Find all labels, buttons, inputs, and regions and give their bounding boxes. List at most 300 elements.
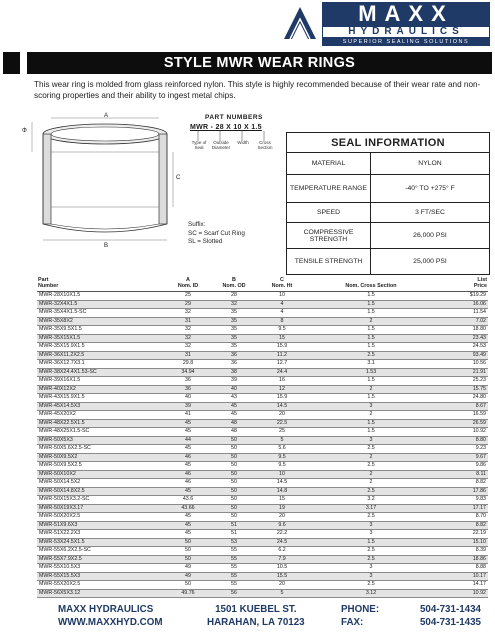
cell-nom-ht: 25 [257,428,307,437]
cell-list-price: 17.17 [435,504,488,513]
cell-nom-ht: 11.2 [257,351,307,360]
cell-nom-ht: 5 [257,589,307,598]
table-row [37,555,488,564]
cell-nom-ht: 14.8 [257,487,307,496]
seal-info-value: -40° TO +275° F [371,175,490,203]
table-row [37,462,488,471]
table-row [37,343,488,352]
cell-nom-od: 55 [211,564,257,573]
cell-nom-id: 32 [165,326,211,335]
col-cross-section: Nom. Cross Section [307,276,435,292]
cell-nom-id: 36 [165,377,211,386]
cell-cross-section: 3 [307,402,435,411]
cell-nom-ht: 12 [257,385,307,394]
cell-nom-ht: 9.6 [257,521,307,530]
cell-nom-ht: 6.2 [257,547,307,556]
cell-part-number: MWR-35X15.9X1.5 [37,343,165,352]
dim-label-c: C [176,175,181,181]
cell-nom-ht: 15.5 [257,572,307,581]
cell-cross-section: 1.5 [307,343,435,352]
table-row [37,487,488,496]
cell-cross-section: 3 [307,530,435,539]
cell-nom-id: 32 [165,334,211,343]
cell-part-number: MWR-48X25X1.5-SC [37,428,165,437]
page-title: STYLE MWR WEAR RINGS [27,52,492,74]
cell-cross-section: 2 [307,453,435,462]
cell-nom-id: 43.6 [165,496,211,505]
cell-cross-section: 2.5 [307,445,435,454]
cell-part-number: MWR-39X16X1.5 [37,377,165,386]
cell-cross-section: 1.5 [307,538,435,547]
intro-text: This wear ring is molded from glass reinforced nylon. This style is highly recommended because of their wear rate and non-scoring properties and their ability to ingest metal chips. [34,80,481,100]
section-marker [3,52,20,74]
cell-nom-id: 32 [165,343,211,352]
cell-list-price: 8.70 [435,513,488,522]
table-row [37,581,488,590]
logo-line2: HYDRAULICS [322,26,490,38]
cell-list-price: 9.23 [435,445,488,454]
footer-address-line2: HARAHAN, LA 70123 [207,617,305,628]
parts-table-body [37,292,488,598]
logo-tagline: SUPERIOR SEALING SOLUTIONS [322,38,490,46]
seal-info-value: NYLON [371,153,490,175]
seal-info-value: 26,000 PSI [371,223,490,249]
table-row [37,292,488,301]
cell-nom-od: 55 [211,555,257,564]
dim-label-phi: Φ [22,128,27,134]
cell-cross-section: 2.5 [307,513,435,522]
cell-nom-ht: 16 [257,377,307,386]
cell-list-price: 8.88 [435,564,488,573]
cell-nom-id: 49 [165,572,211,581]
table-row [37,572,488,581]
phone-number: 504-731-1434 [419,604,481,615]
dim-label-a: A [104,113,109,119]
wear-ring-drawing [30,112,180,262]
cell-nom-od: 48 [211,428,257,437]
cell-part-number: MWR-48X22.5X1.5 [37,419,165,428]
cell-nom-id: 29.8 [165,360,211,369]
cell-list-price: 24.80 [435,394,488,403]
footer-contact [341,603,481,629]
table-row [37,300,488,309]
cell-part-number: MWR-55X20X2.5 [37,581,165,590]
cell-list-price: 8.82 [435,479,488,488]
part-numbers-title: PART NUMBERS [205,114,263,121]
cell-cross-section: 2 [307,479,435,488]
cell-nom-od: 35 [211,343,257,352]
col-list-price: List Price [435,276,488,292]
cell-cross-section: 2.5 [307,351,435,360]
cell-part-number: MWR-40X12X2 [37,385,165,394]
cell-nom-od: 40 [211,385,257,394]
dim-label-b: B [104,243,109,249]
cell-nom-od: 55 [211,572,257,581]
cell-nom-id: 46 [165,453,211,462]
seal-info-label: SPEED [287,203,371,223]
cell-nom-od: 50 [211,513,257,522]
cell-list-price: 8.39 [435,547,488,556]
pn-label-od: Outside Diameter [211,140,231,150]
cell-nom-id: 45 [165,445,211,454]
cell-list-price: 18.80 [435,326,488,335]
cell-nom-id: 45 [165,521,211,530]
cell-nom-id: 50 [165,547,211,556]
cell-part-number: MWR-50X9.5X2.5 [37,462,165,471]
table-row [37,504,488,513]
seal-information-heading: SEAL INFORMATION [287,133,490,153]
cell-list-price: 9.83 [435,496,488,505]
cell-nom-od: 38 [211,368,257,377]
table-row [37,368,488,377]
seal-information-table [286,132,490,275]
cell-part-number: MWR-45X14.5X3 [37,402,165,411]
table-row [37,564,488,573]
cell-part-number: MWR-35X15X1.5 [37,334,165,343]
cell-list-price: 18.86 [435,555,488,564]
footer-website-link[interactable]: WWW.MAXXHYD.COM [58,617,163,628]
table-row [37,453,488,462]
cell-nom-ht: 14.5 [257,402,307,411]
cell-list-price: 16.59 [435,411,488,420]
cell-list-price: 14.17 [435,581,488,590]
cell-nom-ht: 20 [257,411,307,420]
cell-cross-section: 2 [307,470,435,479]
phone-label: PHONE: [341,604,380,615]
cell-nom-ht: 15.9 [257,394,307,403]
cell-nom-ht: 22.5 [257,419,307,428]
table-row [37,470,488,479]
cell-nom-ht: 10 [257,470,307,479]
cell-cross-section: 3 [307,572,435,581]
parts-table-wrapper [37,276,488,598]
cell-nom-od: 50 [211,453,257,462]
cell-cross-section: 3.12 [307,589,435,598]
cell-nom-od: 55 [211,547,257,556]
cell-part-number: MWR-50X14.8X2.5 [37,487,165,496]
table-row [37,496,488,505]
cell-nom-ht: 12.7 [257,360,307,369]
cell-cross-section: 1.5 [307,394,435,403]
cell-nom-id: 46 [165,470,211,479]
cell-nom-ht: 4 [257,309,307,318]
cell-part-number: MWR-28X10X1.5 [37,292,165,301]
cell-nom-od: 56 [211,589,257,598]
cell-list-price: 11.54 [435,309,488,318]
cell-cross-section: 2.5 [307,555,435,564]
cell-nom-od: 51 [211,521,257,530]
suffix-sc: SC = Scarf Cut Ring [188,229,245,237]
cell-part-number: MWR-50X5X3 [37,436,165,445]
cell-nom-id: 43.66 [165,504,211,513]
cell-nom-id: 29 [165,300,211,309]
cell-part-number: MWR-50X19X3.17 [37,504,165,513]
cell-cross-section: 2.5 [307,581,435,590]
seal-info-label: MATERIAL [287,153,371,175]
table-row [37,394,488,403]
table-row [37,479,488,488]
cell-nom-od: 50 [211,445,257,454]
cell-part-number: MWR-45X20X2 [37,411,165,420]
footer-address-line1: 1501 KUEBEL ST. [215,604,297,615]
table-row [37,538,488,547]
cell-part-number: MWR-35X9.5X1.5 [37,326,165,335]
cell-part-number: MWR-50X9.5X2 [37,453,165,462]
cell-list-price: 93.49 [435,351,488,360]
cell-nom-od: 32 [211,300,257,309]
cell-nom-ht: 10 [257,292,307,301]
cell-list-price: 10.92 [435,428,488,437]
table-row [37,589,488,598]
cell-list-price: 15.10 [435,538,488,547]
cell-nom-id: 40 [165,394,211,403]
suffix-sl: SL = Slotted [188,238,223,245]
cell-part-number: MWR-50X10X2 [37,470,165,479]
cell-nom-ht: 4 [257,300,307,309]
cell-part-number: MWR-55X15.5X3 [37,572,165,581]
cell-cross-section: 2 [307,385,435,394]
cell-nom-ht: 24.4 [257,368,307,377]
part-number-example: MWR - 28 X 10 X 1.5 [190,124,262,131]
parts-table-header [37,276,488,292]
cell-cross-section: 1.5 [307,419,435,428]
cell-cross-section: 1.5 [307,334,435,343]
table-row [37,351,488,360]
cell-nom-ht: 15 [257,334,307,343]
cell-nom-od: 50 [211,479,257,488]
seal-info-label: TENSILE STRENGTH [287,249,371,275]
cell-part-number: MWR-50X5.6X2.5-SC [37,445,165,454]
cell-part-number: MWR-55X6.2X2.5-SC [37,547,165,556]
cell-list-price: 22.19 [435,530,488,539]
cell-list-price: 9.86 [435,462,488,471]
table-row [37,547,488,556]
cell-nom-ht: 9.5 [257,462,307,471]
cell-part-number: MWR-55X7.9X2.5 [37,555,165,564]
maxx-hydraulics-logo [282,2,492,47]
cell-part-number: MWR-36X12.7X3.1 [37,360,165,369]
cell-nom-id: 50 [165,555,211,564]
cell-list-price: 23.43 [435,334,488,343]
table-row [37,377,488,386]
cell-nom-id: 32 [165,309,211,318]
cell-list-price: 24.53 [435,343,488,352]
cell-nom-id: 44 [165,436,211,445]
cell-nom-ht: 5.6 [257,445,307,454]
cell-list-price: 8.82 [435,521,488,530]
cell-part-number: MWR-32X4X1.5 [37,300,165,309]
cell-part-number: MWR-35X8X2 [37,317,165,326]
cell-nom-id: 34.94 [165,368,211,377]
cell-nom-id: 45 [165,462,211,471]
footer-company [58,603,163,629]
table-row [37,445,488,454]
cell-nom-od: 50 [211,504,257,513]
cell-nom-od: 50 [211,462,257,471]
cell-nom-ht: 20 [257,513,307,522]
cell-list-price: 26.59 [435,419,488,428]
cell-nom-od: 53 [211,538,257,547]
col-nom-od: B Nom. OD [211,276,257,292]
cell-nom-od: 36 [211,351,257,360]
cell-cross-section: 2 [307,411,435,420]
cell-part-number: MWR-51X22.2X3 [37,530,165,539]
cell-cross-section: 3.1 [307,360,435,369]
cell-nom-od: 39 [211,377,257,386]
suffix-legend [188,221,245,247]
cell-cross-section: 1.5 [307,300,435,309]
cell-list-price: 10.56 [435,360,488,369]
cell-nom-id: 46 [165,479,211,488]
cell-nom-od: 50 [211,436,257,445]
cell-nom-ht: 15.9 [257,343,307,352]
cell-list-price: $19.29 [435,292,488,301]
cell-nom-od: 51 [211,530,257,539]
cell-list-price: 9.67 [435,453,488,462]
cell-part-number: MWR-43X15.9X1.5 [37,394,165,403]
table-row [37,385,488,394]
cell-nom-ht: 9.5 [257,326,307,335]
cell-nom-ht: 15 [257,496,307,505]
cell-nom-od: 45 [211,411,257,420]
cell-nom-id: 50 [165,538,211,547]
cell-list-price: 8.67 [435,402,488,411]
cell-nom-od: 35 [211,326,257,335]
cell-nom-od: 35 [211,334,257,343]
logo-brand: MAXX [322,2,490,26]
cell-list-price: 21.91 [435,368,488,377]
cell-cross-section: 1.5 [307,309,435,318]
cell-nom-ht: 10.5 [257,564,307,573]
cell-nom-id: 31 [165,317,211,326]
seal-info-value: 25,000 PSI [371,249,490,275]
cell-nom-ht: 22.2 [257,530,307,539]
seal-info-label: TEMPERATURE RANGE [287,175,371,203]
table-row [37,360,488,369]
cell-nom-od: 43 [211,394,257,403]
cell-nom-ht: 24.5 [257,538,307,547]
cell-cross-section: 2 [307,317,435,326]
cell-part-number: MWR-35X4X1.5-SC [37,309,165,318]
col-part-number: Part Number [37,276,165,292]
cell-cross-section: 2.5 [307,462,435,471]
pn-label-width: Width [237,140,249,145]
fax-number: 504-731-1435 [419,617,481,628]
cell-cross-section: 2.5 [307,547,435,556]
table-row [37,309,488,318]
table-row [37,513,488,522]
cell-nom-od: 45 [211,402,257,411]
table-row [37,411,488,420]
cell-nom-id: 25 [165,292,211,301]
cell-part-number: MWR-50X14.5X2 [37,479,165,488]
cell-nom-ht: 19 [257,504,307,513]
cell-nom-od: 35 [211,309,257,318]
cell-nom-od: 48 [211,419,257,428]
cell-nom-id: 39 [165,402,211,411]
table-row [37,334,488,343]
cell-nom-id: 49.76 [165,589,211,598]
cell-part-number: MWR-51X9.6X3 [37,521,165,530]
cell-list-price: 16.06 [435,300,488,309]
pn-label-type: Type of Seal [191,140,207,150]
seal-info-label: COMPRESSIVE STRENGTH [287,223,371,249]
footer-company-name: MAXX HYDRAULICS [58,604,154,615]
cell-list-price: 7.02 [435,317,488,326]
table-row [37,436,488,445]
cell-cross-section: 1.5 [307,428,435,437]
cell-nom-id: 45 [165,530,211,539]
col-nom-id: A Nom. ID [165,276,211,292]
cell-nom-od: 55 [211,581,257,590]
parts-table [37,276,488,598]
cell-nom-ht: 5 [257,436,307,445]
cell-nom-ht: 9.5 [257,453,307,462]
cell-list-price: 10.17 [435,572,488,581]
cell-part-number: MWR-53X24.5X1.5 [37,538,165,547]
cell-nom-od: 50 [211,487,257,496]
cell-part-number: MWR-36X11.2X2.5 [37,351,165,360]
cell-nom-ht: 20 [257,581,307,590]
table-row [37,402,488,411]
cell-cross-section: 3 [307,521,435,530]
cell-list-price: 10.92 [435,589,488,598]
table-row [37,419,488,428]
cell-nom-od: 35 [211,317,257,326]
cell-cross-section: 1.53 [307,368,435,377]
cell-cross-section: 3 [307,436,435,445]
logo-emblem-icon [282,5,318,41]
cell-nom-id: 45 [165,419,211,428]
cell-nom-od: 36 [211,360,257,369]
cell-part-number: MWR-55X10.5X3 [37,564,165,573]
cell-nom-id: 49 [165,564,211,573]
seal-info-value: 3 FT/SEC [371,203,490,223]
cell-list-price: 15.75 [435,385,488,394]
cell-cross-section: 1.5 [307,292,435,301]
cell-list-price: 17.86 [435,487,488,496]
cell-nom-id: 31 [165,351,211,360]
cell-nom-ht: 7.9 [257,555,307,564]
cell-cross-section: 2.5 [307,487,435,496]
cell-nom-id: 45 [165,513,211,522]
cell-nom-od: 28 [211,292,257,301]
cell-list-price: 25.23 [435,377,488,386]
cell-nom-od: 50 [211,496,257,505]
cell-list-price: 8.11 [435,470,488,479]
cell-part-number: MWR-50X20X2.5 [37,513,165,522]
table-row [37,530,488,539]
cell-cross-section: 3.17 [307,504,435,513]
cell-nom-id: 45 [165,487,211,496]
cell-nom-ht: 14.5 [257,479,307,488]
fax-label: FAX: [341,617,364,628]
cell-cross-section: 3 [307,564,435,573]
cell-cross-section: 1.5 [307,377,435,386]
cell-nom-id: 45 [165,428,211,437]
cell-part-number: MWR-50X15X3.2-SC [37,496,165,505]
table-row [37,521,488,530]
cell-part-number: MWR-56X5X3.12 [37,589,165,598]
suffix-heading: Suffix: [188,221,206,228]
cell-nom-id: 41 [165,411,211,420]
cell-nom-id: 50 [165,581,211,590]
cell-part-number: MWR-38X24.4X1.53-SC [37,368,165,377]
col-nom-ht: C Nom. Ht [257,276,307,292]
cell-cross-section: 1.5 [307,326,435,335]
cell-nom-od: 50 [211,470,257,479]
footer-address [207,603,305,629]
